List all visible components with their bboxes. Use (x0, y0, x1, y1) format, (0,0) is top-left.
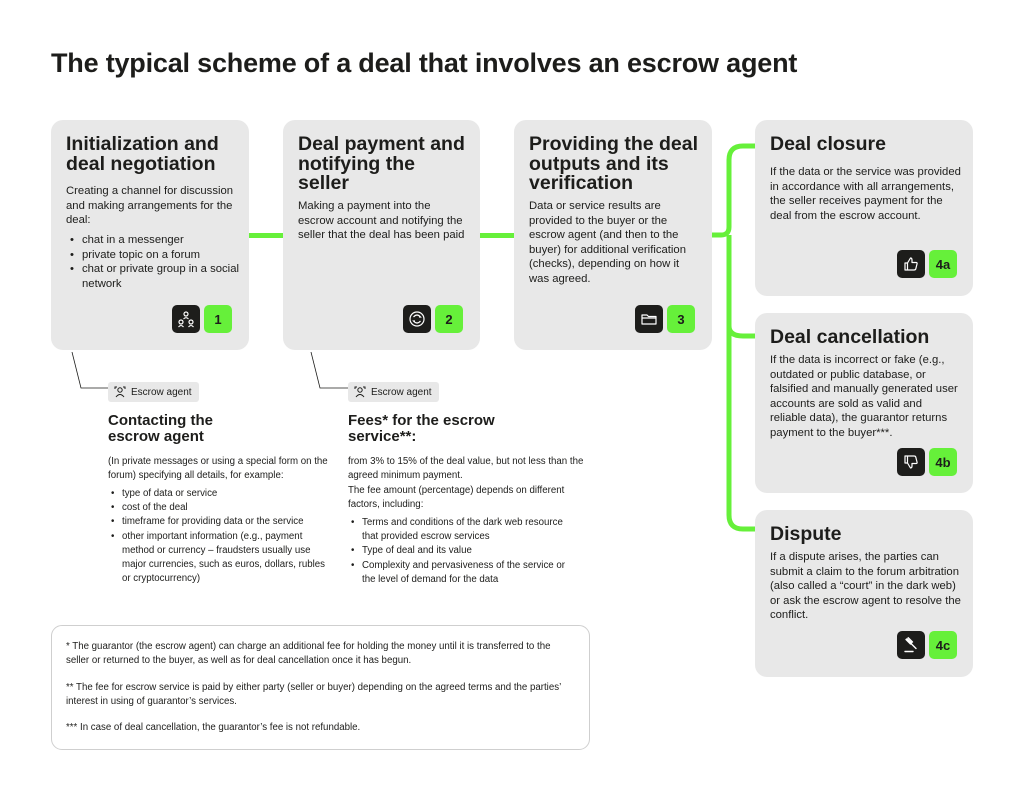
list-item: • type of data or service (108, 487, 326, 501)
outcome-title: Deal cancellation (770, 326, 930, 348)
footnote: ** The fee for escrow service is paid by either party (seller or buyer) depending on the agreed terms and the parties’ interest in using of guarantor’s services. (66, 681, 561, 707)
money-exchange-icon (403, 305, 431, 333)
outcome-badge (897, 631, 957, 659)
footnote: * The guarantor (the escrow agent) can charge an additional fee for holding the money until it is transferred to the seller or returned to the buyer, as well as for deal cancellation once it has begun. (66, 641, 551, 667)
escrow-agent-tag (108, 382, 199, 402)
outcome-badge (897, 448, 957, 476)
pointer-line-fees (305, 352, 349, 394)
agent-icon (354, 386, 366, 398)
list-item: • Type of deal and its value (348, 544, 580, 558)
step-title: Initialization and deal negotiation (66, 133, 219, 175)
gavel-icon (897, 631, 925, 659)
step-number: 1 (204, 305, 232, 333)
outcome-number: 4c (929, 631, 957, 659)
step-badge (403, 305, 463, 333)
outcome-title: Deal closure (770, 133, 886, 155)
note-title: Fees* for the escrow service**: (348, 412, 495, 445)
escrow-agent-tag (348, 382, 439, 402)
list-item: • other important information (e.g., payment method or currency – fraudsters usually use major currencies, such as euros, dollars, rubles or cryptocurrency) (108, 530, 326, 587)
list-item: • Terms and conditions of the dark web resource that provided escrow services (348, 516, 580, 544)
pointer-line-contacting (66, 352, 108, 394)
list-item: • Complexity and pervasiveness of the service or the level of demand for the data (348, 559, 580, 587)
step-description: Making a payment into the escrow account and notifying the seller that the deal has been paid (298, 200, 465, 242)
note-text: (In private messages or using a special form on the forum) specifying all details, for example: (108, 456, 328, 482)
list-item: • private topic on a forum (66, 248, 239, 263)
list-item: • chat or private group in a social network (66, 262, 239, 291)
outcome-description: If the data is incorrect or fake (e.g., outdated or public database, or falsified and manually generated user accounts are sold as valid and reliable data), the guarantor returns payment to the buyer***. (770, 354, 958, 439)
step-card-providing-outputs (514, 120, 712, 350)
step-card-initialization (51, 120, 249, 350)
people-network-icon (172, 305, 200, 333)
outcome-number: 4a (929, 250, 957, 278)
list-item: • cost of the deal (108, 501, 326, 515)
list-item: • chat in a messenger (66, 233, 239, 248)
step-description: Creating a channel for discussion and making arrangements for the deal: (66, 185, 234, 227)
connector-1-2 (248, 233, 283, 238)
step-title: Deal payment and notifying the seller (298, 133, 465, 194)
footnotes-box (51, 625, 590, 750)
outcome-badge (897, 250, 957, 278)
tag-label: Escrow agent (371, 386, 432, 398)
connector-2-3 (479, 233, 515, 238)
folder-icon (635, 305, 663, 333)
outcome-description: If the data or the service was provided in accordance with all arrangements, the seller receives payment for the deal from the escrow account. (770, 166, 961, 222)
page-title: The typical scheme of a deal that involves an escrow agent (51, 48, 798, 78)
tag-label: Escrow agent (131, 386, 192, 398)
list-item: • timeframe for providing data or the service (108, 515, 326, 529)
note-title: Contacting the escrow agent (108, 412, 213, 445)
branch-connector (709, 140, 759, 540)
outcome-card-dispute (755, 510, 973, 677)
step-badge (635, 305, 695, 333)
outcome-number: 4b (929, 448, 957, 476)
note-text-secondary: The fee amount (percentage) depends on different factors, including: (348, 485, 565, 511)
outcome-description: If a dispute arises, the parties can submit a claim to the forum arbitration (also called a “court” in the dark web) or ask the escrow agent to resolve the conflict. (770, 551, 961, 622)
step-number: 3 (667, 305, 695, 333)
step-badge (172, 305, 232, 333)
outcome-card-deal-closure (755, 120, 973, 296)
agent-icon (114, 386, 126, 398)
step-description: Data or service results are provided to the buyer or the escrow agent (and then to the buyer) for additional verification (checks), depending on how it was agreed. (529, 200, 686, 285)
note-bullets (348, 516, 580, 587)
thumbs-down-icon (897, 448, 925, 476)
note-text: from 3% to 15% of the deal value, but not less than the agreed minimum payment. (348, 456, 584, 482)
note-bullets (108, 487, 326, 586)
step-card-deal-payment (283, 120, 480, 350)
thumbs-up-icon (897, 250, 925, 278)
step-bullets (66, 233, 239, 291)
outcome-card-deal-cancellation (755, 313, 973, 493)
outcome-title: Dispute (770, 523, 842, 545)
step-number: 2 (435, 305, 463, 333)
step-title: Providing the deal outputs and its verification (529, 133, 699, 194)
footnote: *** In case of deal cancellation, the guarantor’s fee is not refundable. (66, 722, 361, 734)
